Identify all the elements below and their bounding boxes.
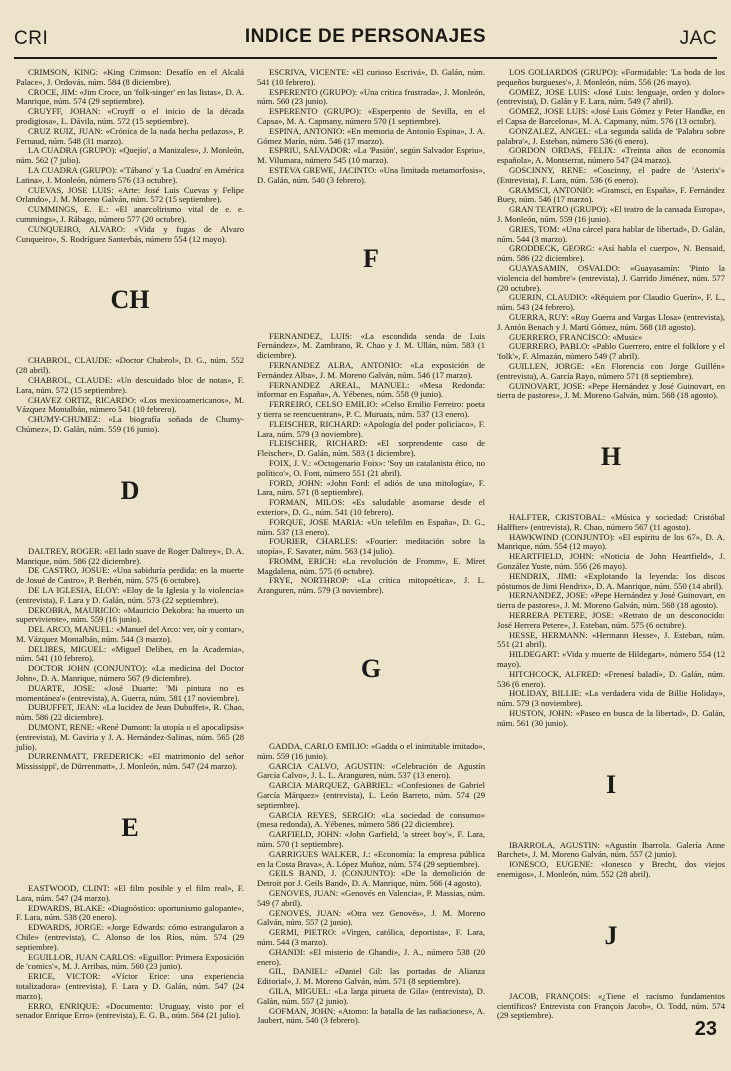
index-entry: GARCIA CALVO, AGUSTIN: «Celebración de Agustín García Calvo», J. L. L. Aranguren, núm. 537 (13 enero). (257, 760, 485, 781)
index-entry: FERNANDEZ ALBA, ANTONIO: «La exposición de Fernández Alba», J. M. Moreno Galván, núm. 546 (17 marzo). (257, 359, 485, 380)
index-entry: DUBUFFET, JEAN: «La lucidez de Jean Dubuffet», R. Chao, núm. 586 (22 diciembre). (16, 702, 244, 723)
index-columns (14, 67, 725, 1033)
index-entry: GENOVES, JUAN: «Otra vez Genovés», J. M. Moreno Galván, núm. 557 (2 junio). (257, 907, 485, 928)
index-entry: HITCHCOCK, ALFRED: «Frenesí baladí», D. Galán, núm. 536 (6 enero). (497, 668, 725, 689)
index-entry: FERNANDEZ AREAL, MANUEL: «Mesa Redonda: informar en España», A. Yébenes, núm. 558 (9 junio). (257, 379, 485, 400)
section-letter: J (604, 920, 618, 950)
column-3 (497, 68, 725, 1021)
index-entry: FERNANDEZ, LUIS: «La escondida senda de Luis Fernández», M. Zambrano, R. Chao y J. M. Ullán, núm. 583 (1 diciembre). (257, 330, 485, 361)
index-entry: GERMI, PIETRO: «Virgen, católica, deportista», F. Lara, núm. 544 (3 marzo). (257, 927, 485, 948)
column-1 (16, 68, 244, 1021)
page-number: 23 (694, 1018, 717, 1040)
index-entry: GIL, DANIEL: «Daniel Gil: las portadas de Alianza Editorial», J. M. Moreno Galván, núm. 571 (8 septiembre). (257, 966, 485, 987)
index-entry: ERRO, ENRIQUE: «Documento: Uruguay, visto por el senador Enrique Erro» (entrevista), E. G. B., núm. 564 (21 julio). (16, 1000, 244, 1021)
index-entry: CUEVAS, JOSE LUIS: «Arte: José Luis Cuevas y Felipe Orlando», J. M. Moreno Galván, núm. 572 (15 septiembre). (16, 184, 244, 205)
index-entry: GHANDI: «El misterio de Ghandi», J. A., número 538 (20 enero). (257, 946, 485, 967)
index-entry: FLEISCHER, RICHARD: «Apología del poder policíaco», F. Lara, núm. 579 (3 noviembre). (257, 418, 485, 439)
index-entry: HEARTFIELD, JOHN: «Noticia de John Heartfield», J. González Yuste, núm. 556 (26 mayo). (497, 551, 725, 572)
index-entry: IBARROLA, AGUSTIN: «Agustín Ibarrola. Galería Anne Barchet», J. M. Moreno Galván, núm. 557 (2 junio). (497, 839, 725, 860)
index-entry: CRUZ RUIZ, JUAN: «Crónica de la nada hecha pedazos», P. Fernaud, núm. 548 (31 marzo). (16, 125, 244, 146)
index-entry: CROCE, JIM: «Jim Croce, un 'folk-singer' en las listas», D. A. Manrique, núm. 574 (29 septiembre). (16, 86, 244, 107)
index-entry: DURRENMATT, FREDERICK: «El matrimonio del señor Mississippi', de Dürrenmatt», J. Monleón, núm. 547 (24 marzo). (16, 751, 244, 772)
index-entry: EGUILLOR, JUAN CARLOS: «Eguillor: Primera Exposición de 'comics'», M. J. Arribas, núm. 560 (23 junio). (16, 951, 244, 972)
index-entry: LOS GOLIARDOS (GRUPO): «Formidable: 'La boda de los pequeños burgueses'», J. Monleón, núm. 556 (26 mayo). (497, 67, 725, 87)
section-letter: D (120, 475, 140, 505)
page-header (14, 22, 717, 52)
index-entry: GOMEZ, JOSE LUIS: «José Luis Gómez y Peter Handke, en el Capsa de Barcelona», M. A. Capmany, núm. 576 (13 octubr). (497, 106, 725, 126)
page-title: INDICE DE PERSONAJES (244, 26, 487, 47)
index-entry: ESCRIVA, VICENTE: «El curioso Escrivá», D. Galán, núm. 541 (10 febrero). (257, 67, 485, 87)
index-entry: DALTREY, ROGER: «El lado suave de Roger Daltrey», D. A. Manrique, núm. 586 (22 diciembre). (16, 545, 244, 566)
column-2 (257, 68, 485, 1026)
index-entry: FORQUE, JOSE MARIA: «Un telefilm en España», D. G., núm. 537 (13 enero). (257, 516, 485, 537)
index-entry: FERREIRO, CELSO EMILIO: «Celso Emilio Ferreiro: poeta y tierra se reencuentran», P. C. Muruais, núm. 537 (13 enero). (257, 399, 485, 419)
index-entry: GRIES, TOM: «Una cárcel para hablar de libertad», D. Galán, núm. 544 (3 marzo). (497, 223, 725, 244)
index-entry: LA CUADRA (GRUPO): «Quejío', a Manizales», J. Monleón, núm. 562 (7 julio). (16, 145, 244, 166)
index-entry: ESPRIU, SALVADOR: «La 'Pasión', según Salvador Espriu», M. Vilumara, número 545 (10 marzo). (257, 145, 485, 166)
index-entry: EDWARDS, JORGE: «Jorge Edwards: cómo estrangularon a Chile» (entrevista), C. Alonso de los Ríos, núm. 574 (29 septiembre). (16, 922, 244, 952)
index-entry: GUERIN, CLAUDIO: «Réquiem por Claudio Guerín», F. L., núm. 543 (24 febrero). (497, 292, 725, 313)
index-entry: FLEISCHER, RICHARD: «El sorprendente caso de Fleischer», D. Galán, núm. 583 (1 diciembre). (257, 438, 485, 459)
section-letter: E (121, 813, 139, 843)
index-entry: CRIMSON, KING: «King Crimson: Desafío en el Alcalá Palace», J. Ordovás, núm. 584 (8 diciembre). (16, 67, 244, 87)
index-entry: GUERRA, RUY: «Ruy Guerra and Vargas Llosa» (entrevista), J. Antón Benach y J. Martí Gómez, núm. 568 (18 agosto). (497, 311, 725, 332)
index-entry: HILDEGART: «Vida y muerte de Hildegart», número 554 (12 mayo). (497, 649, 725, 670)
index-entry: FROMM, ERICH: «La revolución de Fromm», E. Miret Magdalena, núm. 575 (6 octubre). (257, 555, 485, 576)
section-letter: F (363, 243, 379, 273)
index-entry: FRYE, NORTHROP: «La crítica mitopoética», J. L. Aranguren, núm. 579 (3 noviembre). (257, 575, 485, 596)
index-entry: ERICE, VICTOR: «Víctor Erice: una experiencia totalizadora» (entrevista), F. Lara y D. Galán, núm. 547 (24 marzo). (16, 971, 244, 1001)
index-entry: GADDA, CARLO EMILIO: «Gadda o el inimitable imitado», núm. 559 (16 junio). (257, 741, 485, 761)
index-entry: GUINOVART, JOSE: «Pepe Hernández y José Guinovart, en tierra de pastores», J. M. Moreno Galván, núm. 568 (18 agosto). (497, 380, 725, 401)
index-entry: GOFMAN, JOHN: «Atomo: la batalla de las radiaciones», A. Jaubert, núm. 540 (3 febrero). (257, 1005, 485, 1026)
index-entry: DE LA IGLESIA, ELOY: «Eloy de la Iglesia y la violencia» (entrevista), F. Lara y D. Galán, núm. 573 (22 septiembre). (16, 584, 244, 605)
index-entry: GEILS BAND, J. (CONJUNTO): «De la demolición de Detroit por J. Geils Band», D. A. Manrique, núm. 566 (4 agosto). (257, 868, 485, 889)
index-entry: ESPINA, ANTONIO: «En memoria de Antonio Espina», J. A. Gómez Marín, núm. 546 (17 marzo). (257, 125, 485, 146)
index-entry: GUERRERO, FRANCISCO: «Music» (509, 331, 643, 342)
index-entry: HENDRIX, JIMI: «Explotando la leyenda: los discos póstumos de Jimi Hendrix», D. A. Manrique, núm. 550 (14 abril). (497, 570, 725, 591)
index-entry: GRAN TEATRO (GRUPO): «El teatro de la cansada Europa», J. Monleón, núm. 559 (16 junio). (497, 204, 725, 224)
running-head-right: JAC (679, 28, 717, 49)
index-entry: DEKOBRA, MAURICIO: «Mauricio Dekobra: ha muerto un superviviente», núm. 559 (16 junio). (16, 604, 244, 625)
index-entry: HERNANDEZ, JOSE: «Pepe Hernández y José Guinovart, en tierra de pastores», J. M. Moreno Galván, núm. 568 (18 agosto). (497, 590, 725, 611)
index-entry: GILA, MIGUEL: «La larga pirueta de Gila» (entrevista), D. Galán, núm. 557 (2 junio). (257, 986, 485, 1006)
running-head-left: CRI (14, 28, 49, 49)
index-entry: HERRERA PETERE, JOSE: «Retrato de un desconocido: José Herrera Petere», J. Esteban, núm. 575 (6 octubre). (497, 610, 725, 630)
index-entry: FORD, JOHN: «John Ford: el adiós de una mitología», F. Lara, núm. 571 (8 septiembre). (257, 477, 485, 498)
index-entry: GARCIA MARQUEZ, GABRIEL: «Confesiones de Gabriel García Márquez» (entrevista), L. León Barreto, núm. 574 (29 septiembre). (257, 780, 485, 810)
index-entry: CHABROL, CLAUDE: «Doctor Chabrol», D. G., núm. 552 (28 abril). (16, 355, 244, 376)
index-entry: GENOVES, JUAN: «Genovés en Valencia», P. Massias, núm. 549 (7 abril). (257, 888, 485, 908)
section-letter: I (605, 769, 617, 799)
index-entry: DUARTE, JOSE: «José Duarte: 'Mi pintura no es momentánea'» (entrevista), A. Guerra, núm. 581 (17 noviembre). (16, 682, 244, 703)
index-entry: GARFIELD, JOHN: «John Garfield, 'a street boy'», F. Lara, núm. 570 (1 septiembre). (257, 829, 485, 850)
index-entry: HAWKWIND (CONJUNTO): «El espíritu de los 67», D. A. Manrique, núm. 554 (12 mayo). (497, 531, 725, 552)
index-entry: FOIX, J. V.: «Octogenario Foix»: 'Soy un catalanista ético, no político'», O. Font, número 551 (21 abril). (257, 457, 485, 478)
index-entry: GONZALEZ, ANGEL: «La segunda salida de 'Palabra sobre palabra'», J. Esteban, número 536 (6 enero). (497, 125, 725, 146)
index-entry: CHUMY-CHUMEZ: «La biografía soñada de Chumy-Chúmez», D. Galán, núm. 559 (16 junio). (16, 414, 244, 434)
index-entry: IONESCO, EUGENE: «Ionesco y Brecht, dos viejos enemigos», J. Monleón, núm. 552 (28 abril). (497, 859, 725, 880)
index-entry: LA CUADRA (GRUPO): «'Tábano' y 'La Cuadra' en América Latina», J. Monleón, número 576 (13 octubre). (16, 164, 244, 185)
index-entry: FORMAN, MILOS: «Es saludable asomarse desde el exterior», D. G., núm. 541 (10 febrero). (257, 497, 485, 517)
index-entry: ESTEVA GREWE, JACINTO: «Una limitada metamorfosis», D. Galán, núm. 540 (3 febrero). (257, 164, 485, 185)
index-entry: EASTWOOD, CLINT: «El film posible y el film real», F. Lara, núm. 547 (24 marzo). (16, 883, 244, 903)
section-letter: CH (110, 285, 150, 315)
index-entry: GORDON ORDAS, FELIX: «Treinta años de economía española», A. Montserrat, número 547 (24 marzo). (497, 145, 725, 166)
index-entry: HUSTON, JOHN: «Paseo en busca de la libertad», D. Galán, núm. 561 (30 junio). (497, 708, 725, 728)
index-entry: DE CASTRO, JOSUE: «Una sabiduría perdida: en la muerte de Josué de Castro», P. Berbén, núm. 575 (6 octubre). (16, 565, 244, 586)
index-entry: GARRIGUES WALKER, J.: «Economía: la empresa pública en la Costa Brava», A. López Muñoz, núm. 574 (29 septiembre). (257, 848, 485, 869)
index-entry: CRUYFF, JOHAN: «Cruyff o el inicio de la década prodigiosa», L. Dávila, núm. 572 (15 septiembre). (16, 106, 244, 126)
index-entry: ESPERENTO (GRUPO): «Esperpento de Sevilla, en el Capsa», M. A. Capmany, número 570 (1 septiembre). (257, 106, 485, 126)
index-entry: DELIBES, MIGUEL: «Miguel Delibes, en la Academia», núm. 541 (10 febrero). (16, 643, 244, 664)
header-rule (14, 57, 717, 59)
index-entry: FOURIER, CHARLES: «Fourier: meditación sobre la utopía», F. Savater, núm. 563 (14 julio). (257, 536, 485, 557)
index-entry: HOLIDAY, BILLIE: «La verdadera vida de Billie Holiday», núm. 579 (3 noviembre). (497, 688, 725, 709)
index-entry: HESSE, HERMANN: «Hermann Hesse», J. Esteban, núm. 551 (21 abril). (497, 629, 725, 650)
index-entry: CHAVEZ ORTIZ, RICARDO: «Los mexicoamericanos», M. Vázquez Montalbán, número 541 (10 febrero). (16, 394, 244, 415)
index-entry: DUMONT, RENE: «René Dumont: la utopía o el apocalipsis» (entrevista), M. Gaviria y J. A. Hernández-Salinas, núm. 565 (28 julio). (16, 722, 244, 752)
index-entry: GRAMSCI, ANTONIO: «Gramsci, en España», F. Fernández Buey, núm. 546 (17 marzo). (497, 184, 725, 205)
index-entry: GOMEZ, JOSE LUIS: «José Luis: lenguaje, orden y dolor» (entrevista), D. Galán y F. Lara, núm. 549 (7 abril). (497, 86, 725, 107)
index-entry: GUERRERO, PABLO: «Pablo Guerrero, entre el folklore y el 'folk'», F. Almazán, número 549 (7 abril). (497, 341, 725, 362)
index-entry: HALFTER, CRISTOBAL: «Música y sociedad: Cristóbal Halffter» (entrevista), R. Chao, número 567 (11 agosto). (497, 512, 725, 532)
index-entry: EDWARDS, BLAKE: «Diagnóstico: oportunismo galopante», F. Lara, núm. 538 (20 enero). (16, 902, 244, 923)
section-letter: G (360, 654, 382, 684)
index-entry: ESPERENTO (GRUPO): «Una crítica frustrada», J. Monleón, núm. 560 (23 junio). (257, 86, 485, 107)
index-entry: CHABROL, CLAUDE: «Un descuidado bloc de notas», F. Lara, núm. 572 (15 septiembre). (16, 374, 244, 395)
index-entry: GUAYASAMIN, OSVALDO: «Guayasamín: 'Pinto la violencia del hombre'» (entrevista), J. Garrido Jiménez, núm. 577 (20 octubre). (497, 262, 725, 293)
index-entry: CUNQUEIRO, ALVARO: «Vida y fugas de Alvaro Cunqueiro», S. Rodríguez Santerbás, número 554 (12 mayo). (16, 223, 244, 244)
index-entry: GRODDECK, GEORG: «Así habla el cuerpo», N. Bensaid, núm. 586 (22 diciembre). (497, 243, 725, 264)
index-entry: GUILLEN, JORGE: «En Florencia con Jorge Guillén» (entrevista), A. García Rayo, número 571 (8 septiembre). (497, 360, 725, 381)
section-letter: H (600, 442, 622, 472)
index-entry: DEL ARCO, MANUEL: «Manuel del Arco: ver, oír y contar», M. Vázquez Montalbán, núm. 544 (3 marzo). (16, 624, 244, 644)
index-entry: JACOB, FRANÇOIS: «¿Tiene el racismo fundamentos científicos? Entrevista con François Jacob», O. Todd, núm. 574 (29 septiembre). (497, 990, 725, 1021)
index-entry: CUMMINGS, E. E.: «El anarcolirismo vital de e. e. cummings», J. Rábago, número 577 (20 octubre). (16, 204, 244, 224)
index-entry: GARCIA REYES, SERGIO: «La sociedad de consumo» (mesa redonda), A. Yébenes, número 586 (22 diciembre). (257, 809, 485, 830)
index-entry: DOCTOR JOHN (CONJUNTO): «La medicina del Doctor John», D. A. Manrique, número 567 (9 diciembre). (16, 663, 244, 684)
index-entry: GOSCINNY, RENE: «Coscinny, el padre de 'Asterix'» (Entrevista), F. Lara, núm. 536 (6 enero). (497, 164, 725, 185)
